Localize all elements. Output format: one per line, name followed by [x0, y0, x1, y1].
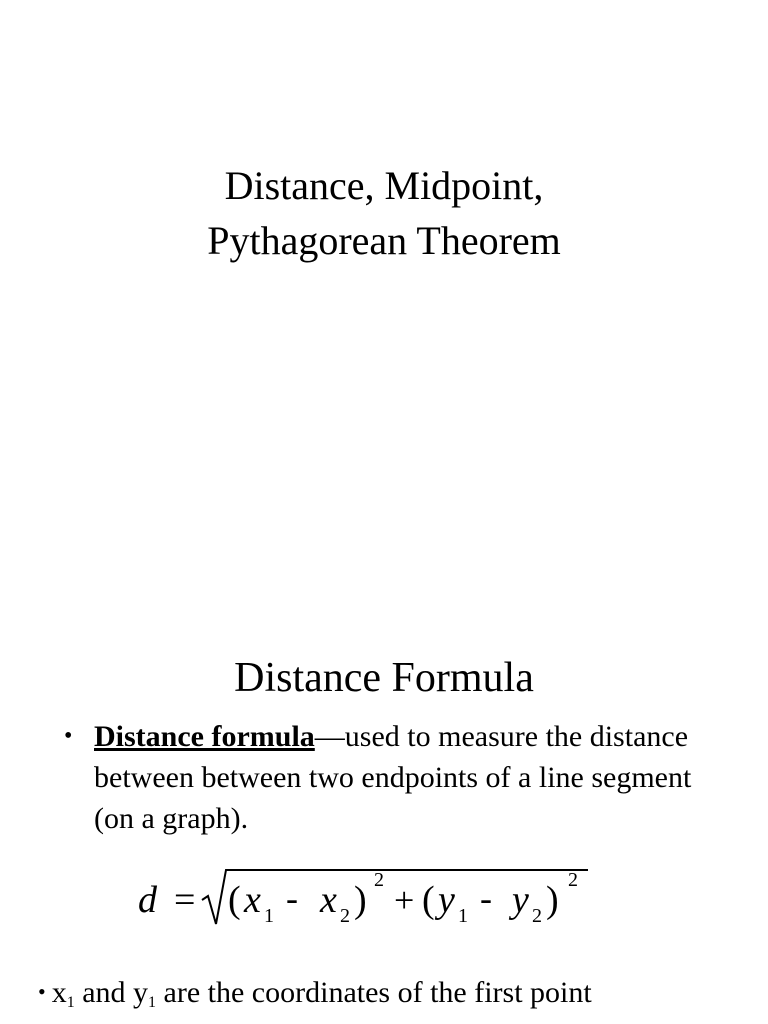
bullet-marker: • [64, 723, 73, 749]
definition-term: Distance formula [94, 720, 315, 753]
slide2-title: Distance Formula [234, 655, 534, 701]
formula-y1: y [438, 879, 455, 921]
formula-x2: x [320, 879, 337, 921]
formula-equals: = [174, 879, 196, 921]
formula-exponent-2: 2 [568, 869, 578, 891]
formula-open-paren-2: ( [422, 879, 435, 921]
note-and: and y [74, 976, 149, 1009]
formula-y2-sub: 2 [532, 905, 542, 927]
formula-minus-2: - [480, 878, 492, 918]
definition-text [94, 716, 702, 839]
note-x: x [51, 976, 67, 1009]
formula-y1-sub: 1 [458, 905, 468, 927]
formula-close-paren-2: ) [546, 879, 559, 921]
formula-open-paren-1: ( [228, 879, 241, 921]
formula-x1: x [244, 879, 261, 921]
note-marker: • [38, 979, 46, 1004]
slide1-title-line1: Distance, Midpoint, [224, 163, 544, 208]
note-rest: are the coordinates of the first point [156, 976, 592, 1009]
formula-y2: y [512, 879, 529, 921]
formula-plus: + [394, 880, 415, 920]
formula-d: d [138, 879, 157, 921]
coordinates-note [38, 972, 758, 1013]
distance-formula [136, 864, 596, 936]
definition-bullet [62, 716, 702, 839]
definition-body: —used to measure the distance between between two endpoints of a line segment (on a graph). [94, 720, 692, 835]
formula-x1-sub: 1 [264, 905, 274, 927]
formula-minus-1: - [286, 878, 298, 918]
formula-exponent-1: 2 [374, 869, 384, 891]
formula-x2-sub: 2 [340, 905, 350, 927]
slide1-title-line2: Pythagorean Theorem [207, 218, 561, 263]
note-y-sub: 1 [148, 994, 157, 1011]
formula-close-paren-1: ) [354, 879, 367, 921]
slide1-title [0, 158, 768, 268]
note-x-sub: 1 [66, 994, 75, 1011]
